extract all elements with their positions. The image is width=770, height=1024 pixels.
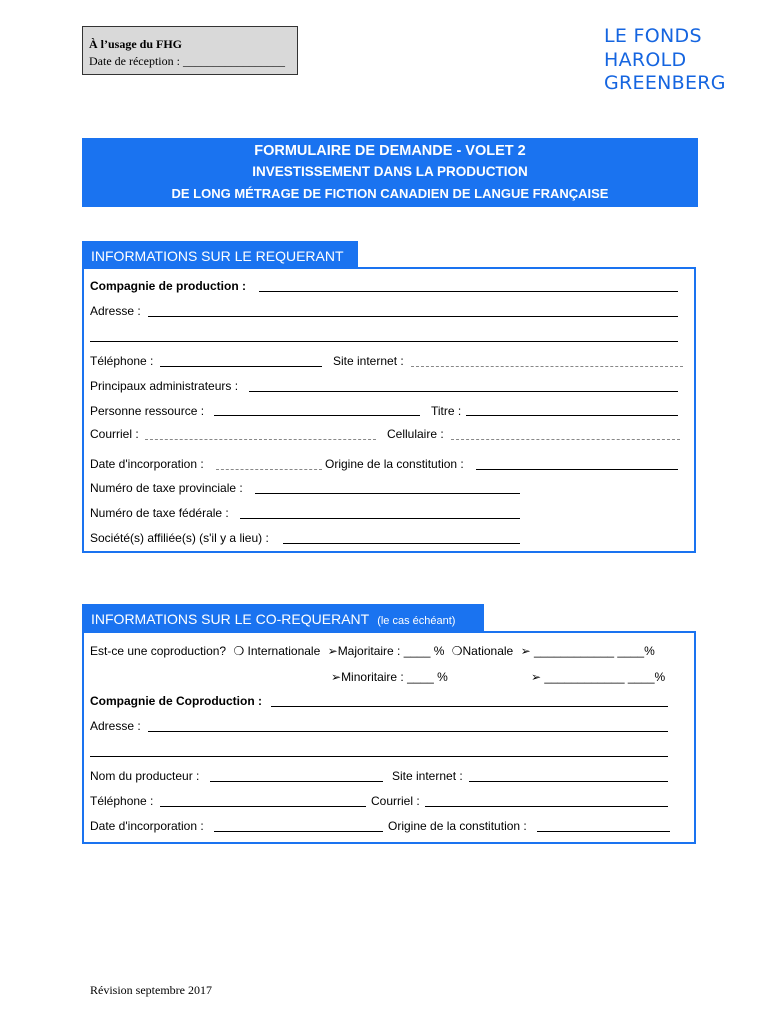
harold-greenberg-logo: [604, 25, 726, 96]
co-address-field[interactable]: [148, 731, 668, 732]
internationale-radio[interactable]: [233, 644, 323, 658]
requerant-section-tab: [82, 241, 358, 269]
incorporation-date-field[interactable]: [216, 469, 322, 470]
corequerant-note: (le cas échéant): [377, 615, 456, 627]
corequerant-section-title: INFORMATIONS SUR LE CO-REQUERANT: [91, 611, 370, 627]
logo-line-3: GREENBERG: [604, 72, 726, 94]
form-title-banner: [82, 138, 698, 207]
title-label: Titre :: [431, 404, 462, 418]
coproduction-question-label: Est-ce une coproduction?: [90, 644, 227, 658]
co-website-label: Site internet :: [392, 769, 463, 783]
internationale-label: Internationale: [247, 644, 321, 658]
administrators-field[interactable]: [249, 391, 678, 392]
affiliated-companies-label: Société(s) affiliée(s) (s'il y a lieu) :: [90, 531, 269, 545]
fhg-use-box: [82, 26, 298, 75]
majoritaire-label: Majoritaire : ____ %: [337, 644, 445, 658]
phone-field[interactable]: [160, 366, 322, 367]
provincial-tax-field[interactable]: [255, 493, 520, 494]
co-incorporation-date-field[interactable]: [214, 831, 383, 832]
administrators-label: Principaux administrateurs :: [90, 379, 239, 393]
arrow-bullet-icon: ➢: [327, 644, 338, 658]
revision-footer: Révision septembre 2017: [90, 983, 212, 997]
provincial-tax-label: Numéro de taxe provinciale :: [90, 481, 243, 495]
radio-icon: ❍: [233, 644, 245, 658]
website-field[interactable]: [411, 366, 683, 367]
minoritaire-label: Minoritaire : ____ %: [341, 670, 448, 684]
arrow-bullet-icon: ➢: [531, 670, 542, 684]
email-label: Courriel :: [90, 427, 139, 441]
contact-person-label: Personne ressource :: [90, 404, 205, 418]
corequerant-section: [82, 631, 696, 844]
logo-line-1: LE FONDS: [604, 25, 702, 47]
website-label: Site internet :: [333, 354, 404, 368]
radio-icon: ❍: [451, 644, 463, 658]
production-company-label: Compagnie de production :: [90, 279, 246, 293]
corequerant-section-tab: [82, 604, 484, 633]
requerant-section-title: INFORMATIONS SUR LE REQUERANT: [91, 248, 344, 264]
production-company-field[interactable]: [259, 291, 678, 292]
co-phone-field[interactable]: [160, 806, 366, 807]
affiliated-companies-field[interactable]: [283, 543, 520, 544]
contact-person-field[interactable]: [214, 415, 420, 416]
form-title: FORMULAIRE DE DEMANDE - VOLET 2: [254, 143, 526, 159]
form-subtitle-2: DE LONG MÉTRAGE DE FICTION CANADIEN DE LANGUE FRANÇAISE: [171, 186, 609, 201]
majoritaire-option[interactable]: [328, 644, 448, 658]
arrow-bullet-icon: ➢: [520, 644, 531, 658]
constitution-origin-field[interactable]: [476, 469, 678, 470]
address-field-line-2[interactable]: [90, 341, 678, 342]
coproduction-question: [90, 644, 655, 658]
co-address-label: Adresse :: [90, 719, 141, 733]
co-website-field[interactable]: [469, 781, 668, 782]
mobile-label: Cellulaire :: [387, 427, 444, 441]
mobile-field[interactable]: [451, 439, 680, 440]
reception-date-field[interactable]: Date de réception : _________________: [89, 54, 285, 68]
federal-tax-label: Numéro de taxe fédérale :: [90, 506, 229, 520]
nationale-percent-option[interactable]: [521, 644, 655, 658]
form-subtitle: INVESTISSEMENT DANS LA PRODUCTION: [252, 164, 528, 179]
co-email-field[interactable]: [425, 806, 668, 807]
title-field[interactable]: [466, 415, 678, 416]
producer-name-label: Nom du producteur :: [90, 769, 200, 783]
nationale-radio[interactable]: [452, 644, 517, 658]
coproduction-company-label: Compagnie de Coproduction :: [90, 694, 262, 708]
logo-line-2: HAROLD: [604, 48, 687, 71]
fhg-use-title: À l’usage du FHG: [89, 37, 183, 51]
co-constitution-origin-field[interactable]: [537, 831, 670, 832]
second-percent-option[interactable]: [531, 670, 665, 684]
coproduction-company-field[interactable]: [271, 706, 668, 707]
co-incorporation-date-label: Date d'incorporation :: [90, 819, 204, 833]
email-field[interactable]: [145, 439, 376, 440]
phone-label: Téléphone :: [90, 354, 154, 368]
nationale-label: Nationale: [462, 644, 514, 658]
federal-tax-field[interactable]: [240, 518, 520, 519]
second-percent-field: ____________ ____%: [544, 670, 666, 684]
arrow-bullet-icon: ➢: [331, 670, 342, 684]
address-label: Adresse :: [90, 304, 141, 318]
co-constitution-origin-label: Origine de la constitution :: [388, 819, 527, 833]
co-email-label: Courriel :: [371, 794, 420, 808]
nationale-percent-field: ____________ ____%: [533, 644, 655, 658]
address-field[interactable]: [148, 316, 678, 317]
incorporation-date-label: Date d'incorporation :: [90, 457, 204, 471]
constitution-origin-label: Origine de la constitution :: [325, 457, 464, 471]
co-phone-label: Téléphone :: [90, 794, 154, 808]
producer-name-field[interactable]: [210, 781, 383, 782]
co-address-field-line-2[interactable]: [90, 756, 668, 757]
minoritaire-option[interactable]: [331, 670, 448, 684]
